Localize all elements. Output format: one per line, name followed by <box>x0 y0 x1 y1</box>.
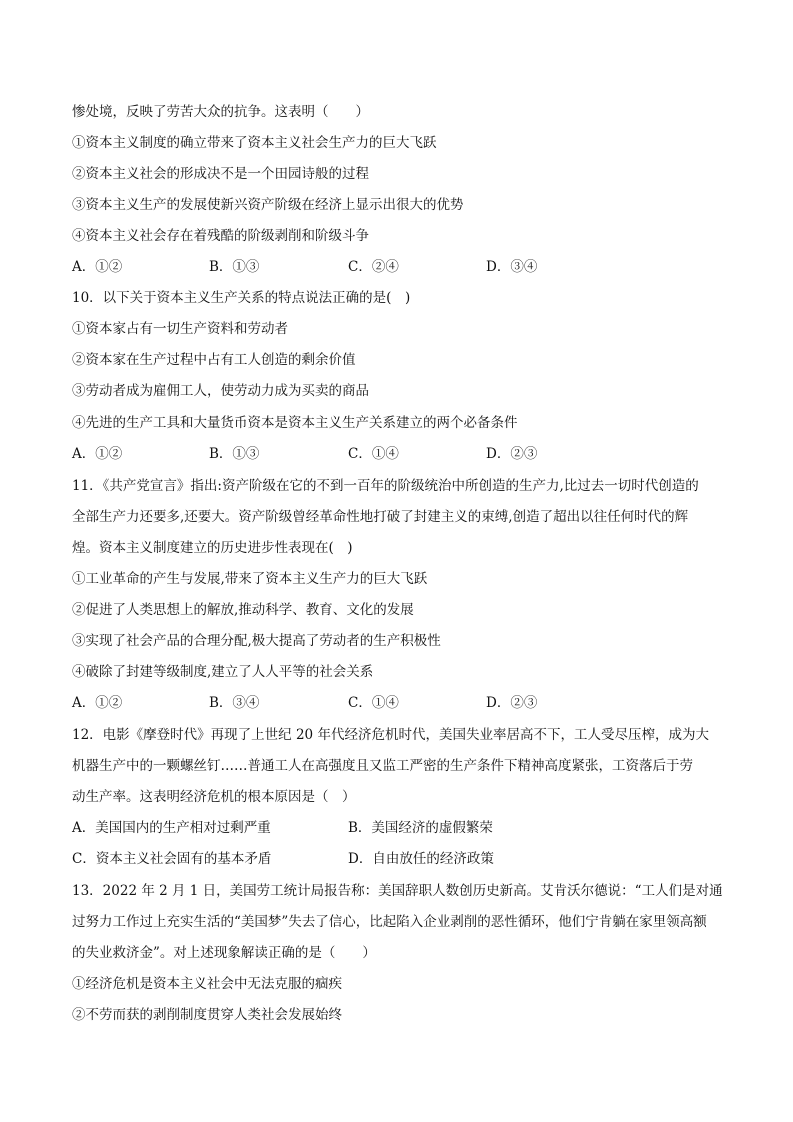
q12-option-a: A．美国国内的生产相对过剩严重 <box>72 820 271 836</box>
q9-option-a: A．①② <box>72 259 123 275</box>
q12-option-d: D．自由放任的经济政策 <box>348 851 494 867</box>
q9-statement-2: ②资本主义社会的形成决不是一个田园诗般的过程 <box>72 166 369 182</box>
q12-option-b: B．美国经济的虚假繁荣 <box>348 820 493 836</box>
q13-stem-line-3: 的失业救济金”。对上述现象解读正确的是（ ） <box>72 945 376 961</box>
q12-stem-line-3: 动生产率。这表明经济危机的根本原因是（ ） <box>72 789 356 805</box>
q9-statement-3: ③资本主义生产的发展使新兴资产阶级在经济上显示出很大的优势 <box>72 197 464 213</box>
q13-statement-2: ②不劳而获的剥削制度贯穿人类社会发展始终 <box>72 1007 342 1023</box>
q10-option-a: A．①② <box>72 446 123 462</box>
q9-option-d: D．③④ <box>486 259 538 275</box>
q11-statement-3: ③实现了社会产品的合理分配,极大提高了劳动者的生产积极性 <box>72 633 441 649</box>
q9-statement-1: ①资本主义制度的确立带来了资本主义社会生产力的巨大飞跃 <box>72 135 437 151</box>
q10-statement-1: ①资本家占有一切生产资料和劳动者 <box>72 321 288 337</box>
q12-option-c: C．资本主义社会固有的基本矛盾 <box>72 851 272 867</box>
q11-statement-2: ②促进了人类思想上的解放,推动科学、教育、文化的发展 <box>72 602 414 618</box>
q9-statement-4: ④资本主义社会存在着残酷的阶级剥削和阶级斗争 <box>72 228 369 244</box>
q10-option-d: D．②③ <box>486 446 538 462</box>
q11-option-a: A．①② <box>72 695 123 711</box>
q12-stem-line-1: 12．电影《摩登时代》再现了上世纪 20 年代经济危机时代，美国失业率居高不下，工人受尽压榨，成为大 <box>72 727 709 743</box>
q12-stem-line-2: 机器生产中的一颗螺丝钉……普通工人在高强度且又监工严密的生产条件下精神高度紧张，工资落后于劳 <box>72 758 693 774</box>
q11-option-b: B．③④ <box>209 695 260 711</box>
q10-option-c: C．①④ <box>348 446 399 462</box>
q10-option-b: B．①③ <box>209 446 260 462</box>
q9-option-c: C．②④ <box>348 259 399 275</box>
q9-option-b: B．①③ <box>209 259 260 275</box>
q11-option-c: C．①④ <box>348 695 399 711</box>
q11-stem-line-1: 11．《共产党宣言》指出:资产阶级在它的不到一百年的阶级统治中所创造的生产力,比过去一切时代创造的 <box>72 478 699 494</box>
q13-stem-line-2: 过努力工作过上充实生活的“美国梦”失去了信心，比起陷入企业剥削的恶性循环，他们宁肯躺在家里领高额 <box>72 914 707 930</box>
q13-statement-1: ①经济危机是资本主义社会中无法克服的痼疾 <box>72 976 342 992</box>
q11-statement-4: ④破除了封建等级制度,建立了人人平等的社会关系 <box>72 664 374 680</box>
q10-stem: 10．以下关于资本主义生产关系的特点说法正确的是( ) <box>72 290 411 306</box>
q11-stem-line-3: 煌。资本主义制度建立的历史进步性表现在( ) <box>72 540 353 556</box>
q9-stem-end: 惨处境，反映了劳苦大众的抗争。这表明（ ） <box>72 104 369 120</box>
q11-option-d: D．②③ <box>486 695 538 711</box>
q11-statement-1: ①工业革命的产生与发展,带来了资本主义生产力的巨大飞跃 <box>72 571 428 587</box>
q10-statement-4: ④先进的生产工具和大量货币资本是资本主义生产关系建立的两个必备条件 <box>72 415 518 431</box>
q13-stem-line-1: 13．2022 年 2 月 1 日，美国劳工统计局报告称：美国辞职人数创历史新高。艾肯沃尔德说：“工人们是对通 <box>72 883 723 899</box>
q10-statement-3: ③劳动者成为雇佣工人，使劳动力成为买卖的商品 <box>72 383 369 399</box>
q11-stem-line-2: 全部生产力还要多,还要大。资产阶级曾经革命性地打破了封建主义的束缚,创造了超出以往任何时代的辉 <box>72 509 689 525</box>
q10-statement-2: ②资本家在生产过程中占有工人创造的剩余价值 <box>72 352 356 368</box>
